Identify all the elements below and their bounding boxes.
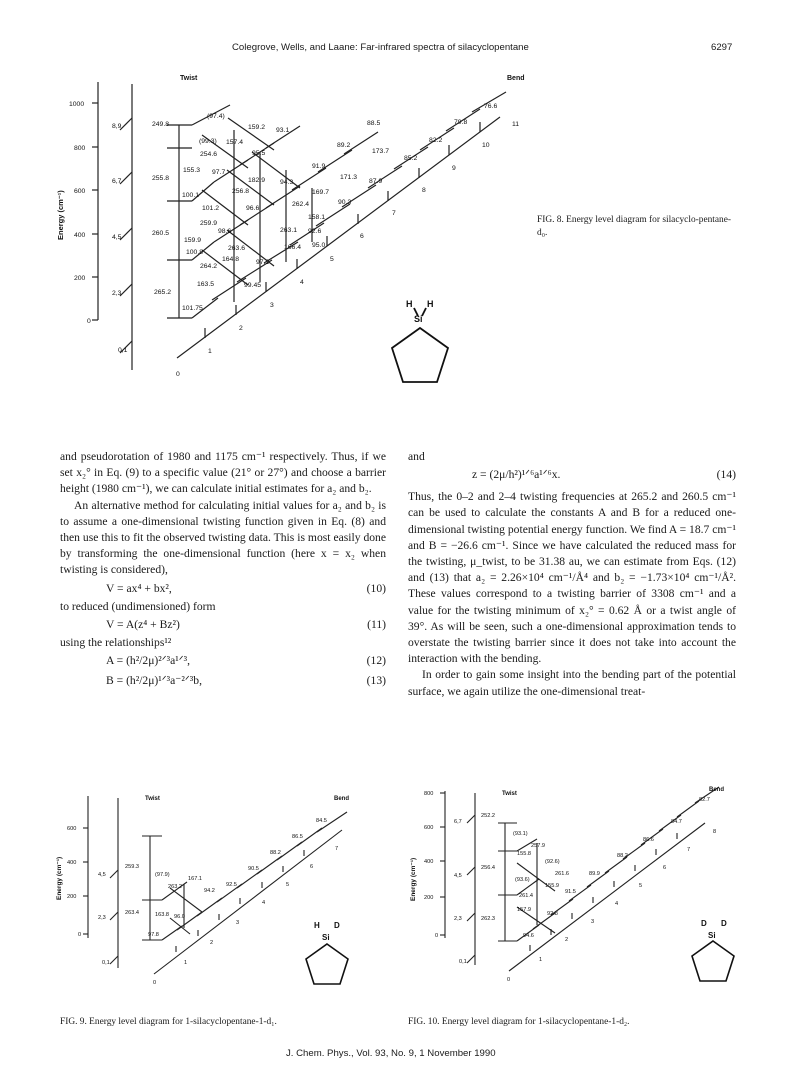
bend-label: Bend — [507, 75, 525, 82]
transition-value: 167.1 — [188, 876, 202, 882]
transition-value: 100.1 — [182, 192, 200, 199]
twist-label: Twist — [180, 75, 198, 82]
transition-value: 169.7 — [312, 189, 330, 196]
bend-quantum-label: 4 — [300, 279, 304, 286]
bend-quantum-label: 2 — [565, 937, 569, 943]
transition-value: 90.5 — [248, 866, 259, 872]
body-left-column — [60, 449, 386, 691]
twist-quantum-label: 8,9 — [112, 123, 122, 130]
bend-quantum-label: 0 — [507, 977, 511, 983]
transition-value: 82.7 — [699, 797, 710, 803]
transition-value: 155.3 — [183, 167, 201, 174]
y-tick: 0 — [87, 318, 91, 325]
atom-label: H — [427, 299, 434, 309]
transition-value: 91.9 — [312, 163, 326, 170]
transition-value: 85.2 — [404, 155, 418, 162]
transition-value: 249.8 — [152, 121, 170, 128]
equation-12 — [60, 651, 386, 671]
transition-value: (93.1) — [513, 831, 528, 837]
equation: V = A(z⁴ + Bz²) — [106, 617, 180, 631]
bend-quantum-label: 3 — [270, 302, 274, 309]
twist-label: Twist — [145, 796, 160, 802]
transition-value: 262.3 — [481, 916, 495, 922]
bend-quantum-label: 3 — [591, 919, 595, 925]
transition-value: 92.6 — [308, 228, 322, 235]
transition-value: 88.2 — [617, 853, 628, 859]
page-number: 6297 — [711, 42, 733, 53]
equation-13 — [60, 671, 386, 691]
transition-value: 164.8 — [222, 256, 240, 263]
twist-quantum-label: 4,5 — [112, 234, 122, 241]
transition-value: 260.5 — [152, 230, 170, 237]
transition-value: 262.4 — [292, 201, 310, 208]
atom-label: D — [334, 921, 340, 930]
y-axis-label: Energy (cm⁻¹) — [56, 190, 65, 240]
atom-label: Si — [708, 931, 716, 940]
transition-value: 159.2 — [248, 124, 266, 131]
transition-value: 265.2 — [154, 289, 172, 296]
transition-value: (92.6) — [545, 859, 560, 865]
equation-number: (13) — [366, 674, 386, 688]
transition-value: 97.2 — [256, 259, 270, 266]
transition-value: 155.9 — [545, 883, 559, 889]
transition-value: 94.3 — [280, 179, 294, 186]
figure-10-diagram — [405, 783, 740, 988]
text-line: using the relationships¹² — [60, 635, 172, 649]
y-tick: 800 — [74, 145, 86, 152]
bend-quantum-label: 3 — [236, 920, 240, 926]
transition-value: 256.8 — [232, 188, 250, 195]
transition-value: 86.5 — [292, 834, 303, 840]
transition-value: 90.3 — [338, 199, 352, 206]
transition-value: 97.8 — [148, 932, 159, 938]
y-axis-label: Energy (cm⁻¹) — [56, 856, 63, 900]
transition-value: 254.6 — [200, 151, 218, 158]
transition-value: (97.4) — [207, 113, 225, 120]
transition-value: 95.5 — [252, 150, 266, 157]
bend-quantum-label: 2 — [210, 940, 214, 946]
twist-quantum-label: 4,5 — [98, 872, 106, 878]
y-tick: 1000 — [69, 101, 85, 108]
atom-label: Si — [322, 933, 330, 942]
transition-value: 89.9 — [589, 871, 600, 877]
bend-quantum-label: 7 — [687, 847, 691, 853]
twist-quantum-label: 4,5 — [454, 873, 462, 879]
twist-quantum-label: 2,3 — [112, 290, 122, 297]
transition-value: 263.4 — [125, 910, 139, 916]
bend-quantum-label: 0 — [153, 980, 157, 986]
y-tick: 400 — [74, 232, 86, 239]
bend-quantum-label: 9 — [452, 165, 456, 172]
twist-quantum-label: 0,1 — [459, 959, 467, 965]
figure-9-diagram — [52, 788, 382, 988]
transition-value: 182.9 — [248, 177, 266, 184]
equation: z = (2μ/h²)¹ᐟ⁶a¹ᐟ⁶x. — [472, 468, 561, 482]
bend-quantum-label: 0 — [176, 371, 180, 378]
paragraph: Thus, the 0–2 and 2–4 twisting frequencies at 265.2 and 260.5 cm⁻¹ can be used to calculate the constants A and B for a reduced one-dimensional twisting potential energy function. We find A = 18.7 cm⁻¹ and B = −26.6 cm⁻¹. Since we have calculated the reduced mass for the twisting, μ_twist, to be 31.38 au, we can estimate from Eqs. (12) and (13) that a₂ = 2.26×10⁴ cm⁻¹/Å⁴ and b₂ = −1.73×10⁴ cm⁻¹/Å². These values correspond to a twisting barrier of 3308 cm⁻¹ and a value for the twisting minimum of x₂° = 0.62 Å or a twist angle of 39°. As will be seen, such a one-dimensional approximation tends to overstate the twisting barrier since it does not take into account the interaction with the bending. — [408, 490, 736, 666]
transition-value: 263.6 — [228, 245, 246, 252]
bend-quantum-label: 1 — [184, 960, 188, 966]
transition-value: 92.5 — [226, 882, 237, 888]
transition-value: 100.8 — [186, 249, 204, 256]
transition-value: 95.0 — [312, 242, 326, 249]
bend-quantum-label: 5 — [639, 883, 643, 889]
transition-value: 159.9 — [184, 237, 202, 244]
transition-value: 256.4 — [481, 865, 495, 871]
transition-value: 158.1 — [308, 214, 326, 221]
twist-quantum-label: 6,7 — [112, 178, 122, 185]
paragraph: and pseudorotation of 1980 and 1175 cm⁻¹ respectively. Thus, if we set x₂° in Eq. (9) to a specific value (21° or 27°) and choose a barrier height (1980 cm⁻¹), we can calculate initial estimates for a₂ and b₂. — [60, 450, 386, 496]
equation: V = ax⁴ + bx², — [106, 581, 172, 595]
y-tick: 0 — [78, 932, 82, 938]
bend-label: Bend — [334, 796, 349, 802]
transition-value: 261.4 — [519, 893, 533, 899]
transition-value: 261.6 — [555, 871, 569, 877]
y-tick: 200 — [74, 275, 86, 282]
transition-value: 96.6 — [246, 205, 260, 212]
equation-10 — [60, 579, 386, 599]
transition-value: 257.9 — [531, 843, 545, 849]
transition-value: 88.5 — [367, 120, 381, 127]
atom-label: Si — [414, 314, 423, 324]
transition-value: 264.2 — [200, 263, 218, 270]
transition-value: 101.75 — [182, 305, 203, 312]
figure-9-caption: FIG. 9. Energy level diagram for 1-silacyclopentane-1-d₁. — [60, 1017, 277, 1027]
bend-quantum-label: 8 — [422, 187, 426, 194]
text-line: to reduced (undimensioned) form — [60, 599, 216, 613]
transition-value: (97.9) — [155, 872, 170, 878]
atom-label: D — [701, 919, 707, 928]
bend-quantum-label: 6 — [663, 865, 667, 871]
transition-value: 252.2 — [481, 813, 495, 819]
bend-quantum-label: 6 — [310, 864, 314, 870]
bend-quantum-label: 5 — [286, 882, 290, 888]
transition-value: 88.2 — [270, 850, 281, 856]
transition-value: 87.9 — [369, 178, 383, 185]
bend-quantum-label: 2 — [239, 325, 243, 332]
bend-quantum-label: 5 — [330, 256, 334, 263]
equation-11 — [60, 615, 386, 635]
paragraph: An alternative method for calculating initial values for a₂ and b₂ is to assume a one-dimensional twisting function given in Eq. (8) and then use this to fit the observed twisting data. This is most easily done by transforming the one-dimensional function (here x = x₂ when twisting is considered), — [60, 498, 386, 577]
equation-number: (12) — [366, 654, 386, 668]
transition-value: 157.9 — [517, 907, 531, 913]
transition-value: 97.7 — [212, 169, 226, 176]
transition-value: 255.8 — [152, 175, 170, 182]
bend-axis — [177, 117, 500, 358]
body-right-column — [408, 449, 736, 700]
transition-value: 84.5 — [316, 818, 327, 824]
transition-value: 79.8 — [454, 119, 468, 126]
molecule-structure — [692, 941, 734, 981]
bend-quantum-label: 4 — [615, 901, 619, 907]
transition-value: 259.3 — [125, 864, 139, 870]
transition-value: 163.8 — [155, 912, 169, 918]
bend-quantum-label: 1 — [539, 957, 543, 963]
bend-quantum-label: 6 — [360, 233, 364, 240]
bend-label: Bend — [709, 787, 724, 793]
twist-quantum-label: 2,3 — [98, 915, 106, 921]
transition-value: 96.0 — [174, 914, 185, 920]
y-tick: 400 — [67, 860, 77, 866]
y-tick: 400 — [424, 859, 434, 865]
y-tick: 0 — [435, 933, 439, 939]
transition-value: 263.2 — [168, 884, 182, 890]
atom-label: H — [406, 299, 413, 309]
transition-value: (93.6) — [515, 877, 530, 883]
y-tick: 200 — [67, 894, 77, 900]
transition-value: 163.5 — [197, 281, 215, 288]
figure-10-caption: FIG. 10. Energy level diagram for 1-silacyclopentane-1-d₂. — [408, 1017, 630, 1027]
transition-value: 94.6 — [523, 933, 534, 939]
transition-value: (99.3) — [199, 138, 217, 145]
transition-value: 98.6 — [218, 228, 232, 235]
equation-14 — [408, 465, 736, 485]
transition-value: 157.4 — [226, 139, 244, 146]
y-tick: 800 — [424, 791, 434, 797]
transition-value: 93.1 — [276, 127, 290, 134]
running-title: Colegrove, Wells, and Laane: Far-infrared spectra of silacyclopentane — [232, 42, 529, 53]
text-line: and — [408, 450, 425, 463]
bend-quantum-label: 1 — [208, 348, 212, 355]
atom-label: H — [314, 921, 320, 930]
transition-value: 84.7 — [671, 819, 682, 825]
y-tick: 600 — [67, 826, 77, 832]
transition-value: 173.7 — [372, 148, 390, 155]
journal-footer: J. Chem. Phys., Vol. 93, No. 9, 1 November 1990 — [286, 1048, 496, 1059]
y-tick: 200 — [424, 895, 434, 901]
bend-quantum-label: 7 — [335, 846, 339, 852]
equation-number: (14) — [716, 468, 736, 482]
twist-quantum-label: 0,1 — [102, 960, 110, 966]
paragraph: In order to gain some insight into the bending part of the potential surface, we again utilize the one-dimensional treat- — [408, 668, 736, 698]
bend-quantum-label: 4 — [262, 900, 266, 906]
transition-value: 92.8 — [547, 911, 558, 917]
transition-value: 89.2 — [337, 142, 351, 149]
equation-number: (10) — [366, 581, 386, 595]
twist-label: Twist — [502, 791, 517, 797]
y-tick: 600 — [424, 825, 434, 831]
twist-quantum-label: 0,1 — [118, 347, 128, 354]
twist-quantum-label: 2,3 — [454, 916, 462, 922]
y-axis-label: Energy (cm⁻¹) — [410, 857, 417, 901]
figure-8-diagram — [52, 70, 552, 390]
transition-value: 259.9 — [200, 220, 218, 227]
transition-value: 91.5 — [565, 889, 576, 895]
equation: B = (h²/2μ)¹ᐟ³a⁻²ᐟ³b, — [106, 674, 202, 688]
bend-quantum-label: 8 — [713, 829, 717, 835]
bend-quantum-label: 10 — [482, 142, 490, 149]
transition-value: 82.2 — [429, 137, 443, 144]
transition-value: 263.1 — [280, 227, 298, 234]
transition-value: 94.2 — [204, 888, 215, 894]
bend-quantum-label: 7 — [392, 210, 396, 217]
molecule-structure — [306, 944, 348, 984]
equation: A = (h²/2μ)²ᐟ³a¹ᐟ³, — [106, 654, 191, 668]
atom-label: D — [721, 919, 727, 928]
bend-quantum-label: 11 — [512, 121, 520, 128]
transition-value: 76.6 — [484, 103, 498, 110]
transition-value: 101.2 — [202, 205, 220, 212]
transition-value: 171.3 — [340, 174, 358, 181]
transition-value: 166.4 — [284, 244, 302, 251]
y-tick: 600 — [74, 188, 86, 195]
transition-value: 155.8 — [517, 851, 531, 857]
transition-value: 99.45 — [244, 282, 262, 289]
figure-8-caption: FIG. 8. Energy level diagram for silacyclo-pentane-d₀. — [537, 215, 732, 238]
transition-value: 86.6 — [643, 837, 654, 843]
twist-quantum-label: 6,7 — [454, 819, 462, 825]
equation-number: (11) — [367, 617, 386, 631]
